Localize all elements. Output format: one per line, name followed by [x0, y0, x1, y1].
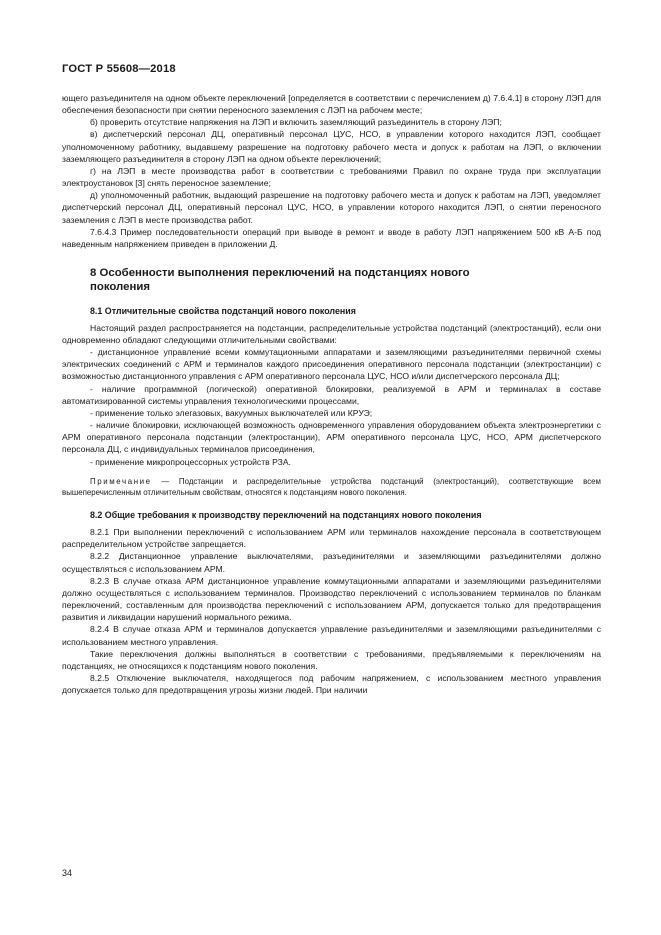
- property-item: - наличие программной (логической) оперативной блокировки, реализуемой в АРМ и терминалах в составе автоматизированной системы управления технологическими процессами,: [62, 383, 601, 406]
- page-number: 34: [62, 868, 73, 878]
- note: [62, 476, 601, 498]
- section-8-heading: 8 Особенности выполнения переключений на подстанциях нового поколения: [90, 267, 470, 294]
- note-text: — Подстанции и распределительные устройства подстанций (электростанций), соответствующие всем вышеперечисленным отличительным свойствам, относятся к подстанциям нового поколения.: [62, 476, 601, 497]
- list-item-g: г) на ЛЭП в месте производства работ в соответствии с требованиями Правил по охране труда при эксплуатации электроустановок [3] снять переносное заземление;: [62, 165, 601, 189]
- paragraph-continuation: ющего разъединителя на одном объекте переключений [определяется в соответствии с перечислением д) 7.6.4.1] в сторону ЛЭП для обеспечения безопасности при снятии переносного заземления с ЛЭП на рабочем месте;: [62, 93, 601, 116]
- clause-8-2-2: 8.2.2 Дистанционное управление выключателями, разъединителями и заземляющими разъединителями должно осуществляться с использованием АРМ.: [62, 551, 601, 574]
- property-item: - применение микропроцессорных устройств РЗА.: [90, 456, 291, 467]
- standard-header: ГОСТ Р 55608—2018: [62, 63, 176, 75]
- clause-7-6-4-3: 7.6.4.3 Пример последовательности операций при выводе в ремонт и вводе в работу ЛЭП напряжением 500 кВ А-Б под наведенным напряжением приведен в приложении Д.: [62, 226, 601, 249]
- subsection-8-1-heading: 8.1 Отличительные свойства подстанций нового поколения: [90, 305, 356, 316]
- document-body: [62, 92, 601, 696]
- note-label: Примечание: [90, 476, 152, 486]
- subsection-8-1-intro: Настоящий раздел распространяется на подстанции, распределительные устройства подстанций (электростанций), если они одновременно обладают следующими отличительными свойствами:: [62, 322, 601, 345]
- property-item: - наличие блокировки, исключающей возможность одновременного управления оборудованием объекта электроэнергетики с АРМ оперативного персонала подстанции (электростанции), АРМ оперативного персонала ЦУС, НСО, АРМ диспетчерского персонала ДЦ, с индивидуальных терминалов присоединения,: [62, 420, 601, 455]
- clause-8-2-4: 8.2.4 В случае отказа АРМ и терминалов допускается управление разъединителями и заземляющими разъединителями с использованием местного управления.: [62, 624, 601, 647]
- clause-8-2-5: 8.2.5 Отключение выключателя, находящегося под рабочим напряжением, с использованием местного управления допускается только для предотвращения угрозы жизни людей. При наличии: [62, 673, 601, 696]
- clause-8-2-4-continued: Такие переключения должны выполняться в соответствии с требованиями, предъявляемыми к переключениям на подстанциях, не относящихся к подстанциям нового поколения.: [62, 648, 601, 671]
- clause-8-2-3: 8.2.3 В случае отказа АРМ дистанционное управление коммутационными аппаратами и заземляющими разъединителями должно осуществляться с использованием терминалов. Производство переключений с использованием терминалов по бланкам переключений, составленным для производства переключений с использованием АРМ, допускается только для предотвращения развития и ликвидации нарушений нормального режима.: [62, 575, 601, 623]
- list-item-d: д) уполномоченный работник, выдающий разрешение на подготовку рабочего места и допуск к работам на ЛЭП, уведомляет диспетчерский персонал ДЦ, оперативный персонал ЦУС, НСО, в управлении которого находится ЛЭП, о снятии переносного заземления с ЛЭП в месте производства работ.: [62, 190, 601, 225]
- clause-8-2-1: 8.2.1 При выполнении переключений с использованием АРМ или терминалов нахождение персонала в соответствующем распределительном устройстве запрещается.: [62, 527, 601, 550]
- subsection-8-2-heading: 8.2 Общие требования к производству переключений на подстанциях нового поколения: [90, 510, 482, 521]
- property-item: - применение только элегазовых, вакуумных выключателей или КРУЭ;: [90, 407, 373, 418]
- list-item-v: в) диспетчерский персонал ДЦ, оперативный персонал ЦУС, НСО, в управлении которого находится ЛЭП, сообщает уполномоченному работнику, выдавшему разрешение на подготовку рабочего места и допуск к работам на ЛЭП, о включении заземляющего разъединителя в сторону ЛЭП на одном объекте переключений;: [62, 129, 601, 164]
- list-item-b: б) проверить отсутствие напряжения на ЛЭП и включить заземляющий разъединитель в сторону ЛЭП;: [90, 117, 502, 128]
- property-item: - дистанционное управление всеми коммутационными аппаратами и заземляющими разъединителями первичной схемы электрических соединений с АРМ и терминалов каждого присоединения оперативного персонала подстанции (электростанции) с возможностью дистанционного управления с АРМ оперативного персонала ЦУС, НСО и/или диспетчерского персонала ДЦ;: [62, 347, 601, 382]
